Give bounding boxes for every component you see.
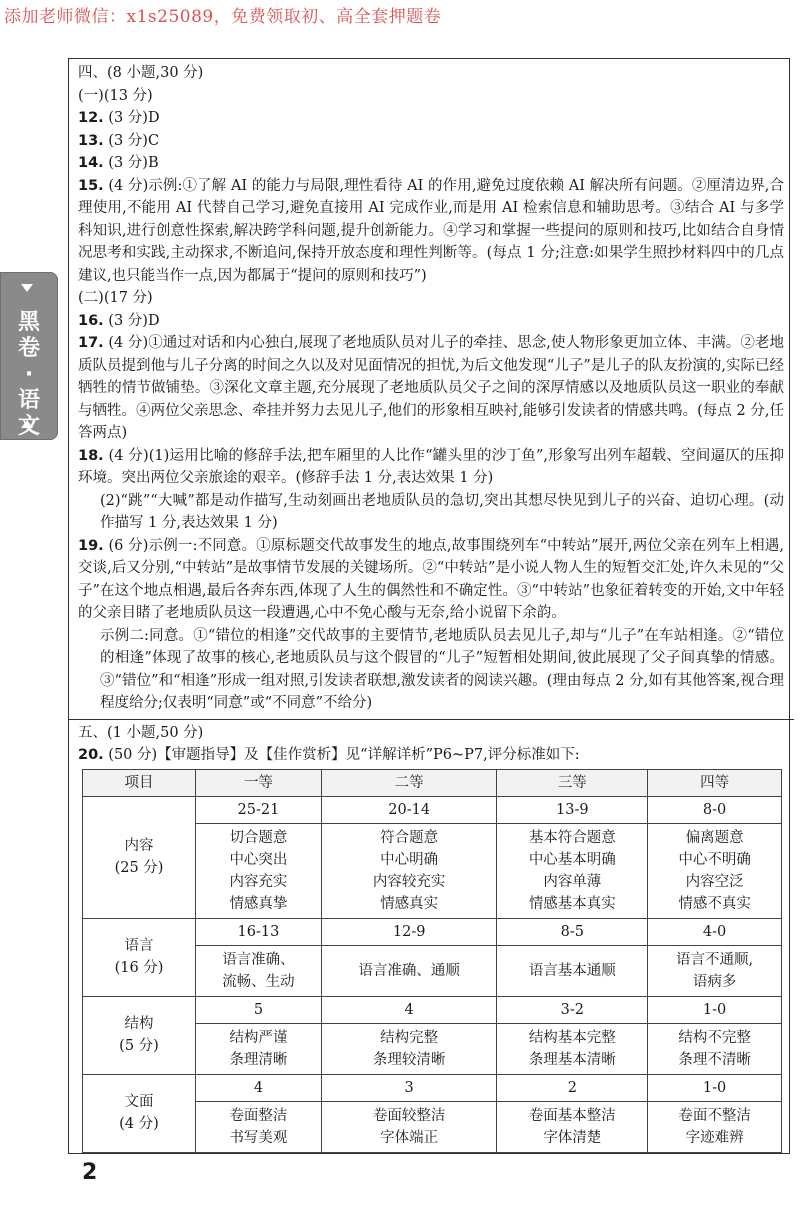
score-range-cell: 8-0	[648, 796, 782, 823]
criteria-line: 条理不清晰	[678, 1051, 751, 1068]
question-number: 18.	[78, 447, 104, 464]
table-header-row	[83, 769, 782, 796]
question-number: 12.	[78, 110, 104, 126]
answer-text: (6 分)示例一:不同意。①原标题交代故事发生的地点,故事围绕列车“中转站”展开,两位父亲在列车上相遇,交谈,后又分别,“中转站”是故事情节发展的关键场所。②“中转站”是小说人物人生的短暂交汇处,许久未见的“父子”在这个地点相遇,最后各奔东西,体现了人生的偶然性和不确定性。③“中转站”也象征着转变的开始,文中年轻的父亲目睹了老地质队员这一段遭遇,心中不免心酸与无奈,给小说留下余韵。	[78, 537, 784, 621]
question-18-part2: (2)“跳”“大喊”都是动作描写,生动刻画出老地质队员的急切,突出其想尽快见到儿子的兴奋、迫切心理。(动作描写 1 分,表达效果 1 分)	[100, 492, 784, 531]
question-13	[78, 130, 784, 153]
table-header-cell: 二等	[321, 769, 497, 796]
section-title: 五、(1 小题,50 分)	[78, 724, 204, 741]
score-range-cell: 3-2	[497, 996, 648, 1023]
criteria-line: 符合题意	[380, 829, 439, 846]
question-16	[78, 310, 784, 333]
criteria-line: 结构完整	[380, 1029, 439, 1046]
answer-text: (4 分)(1)运用比喻的修辞手法,把车厢里的人比作“罐头里的沙丁鱼”,形象写出列车超载、空间逼仄的压抑环境。突出两位父亲旅途的艰辛。(修辞手法 1 分,表达效果 1 分)	[78, 447, 784, 486]
side-tab-label: 黑卷·语文	[17, 310, 40, 439]
answer-text: (4 分)①通过对话和内心独白,展现了老地质队员对儿子的牵挂、思念,使人物形象更加立体、丰满。②老地质队员提到他与儿子分离的时间之久以及对见面情况的担忧,为后文他发现“儿子”是儿子的队友扮演的,实际已经牺牲的情节做铺垫。③深化文章主题,充分展现了老地质队员父子之间的深厚情感以及地质队员这一职业的奉献与牺牲。④两位父亲思念、牵挂并努力去见儿子,他们的形象相互映衬,能够引发读者的情感共鸣。(每点 2 分,任答两点)	[78, 335, 784, 441]
criteria-line: 中心基本明确	[528, 851, 616, 868]
criteria-line: 条理基本清晰	[528, 1051, 616, 1068]
question-15	[78, 175, 784, 288]
question-14	[78, 152, 784, 175]
score-range-cell: 16-13	[196, 918, 322, 945]
score-range-cell: 2	[497, 1074, 648, 1101]
criteria-line: 语言准确、通顺	[358, 962, 460, 979]
criteria-line: 语言基本通顺	[528, 962, 616, 979]
criteria-description-cell	[196, 945, 322, 996]
criterion-label: (16 分)	[114, 960, 164, 976]
score-range-cell: 1-0	[648, 1074, 782, 1101]
question-number: 16.	[78, 312, 104, 329]
question-number: 13.	[78, 132, 104, 149]
criteria-description-cell	[497, 823, 648, 918]
question-number: 15.	[78, 177, 104, 194]
score-range-cell: 5	[196, 996, 322, 1023]
criteria-description-cell	[196, 823, 322, 918]
criteria-line: 卷面不整洁	[678, 1107, 751, 1124]
criterion-label: (4 分)	[119, 1116, 159, 1132]
criteria-description-cell	[321, 945, 497, 996]
score-range-cell: 13-9	[497, 796, 648, 823]
criteria-line: 字体清楚	[543, 1129, 602, 1146]
criteria-line: 内容空泛	[685, 873, 744, 890]
table-header-cell: 三等	[497, 769, 648, 796]
criteria-description-cell	[497, 1023, 648, 1074]
watermark-text: 添加老师微信：x1s25089，免费领取初、高全套押题卷	[4, 7, 442, 27]
question-20	[78, 744, 784, 767]
table-header-cell: 一等	[196, 769, 322, 796]
score-range-cell: 8-5	[497, 918, 648, 945]
criteria-description-cell	[321, 823, 497, 918]
table-header-cell: 四等	[648, 769, 782, 796]
criteria-line: 字迹难辨	[685, 1129, 744, 1146]
criteria-line: 卷面整洁	[229, 1107, 288, 1124]
answer-text: (50 分)【审题指导】及【佳作赏析】见“详解详析”P6~P7,评分标准如下:	[103, 747, 580, 763]
criteria-line: 流畅、生动	[222, 973, 295, 990]
question-19	[78, 535, 784, 625]
score-range-cell: 3	[321, 1074, 497, 1101]
answer-text: (3 分)D	[103, 110, 160, 126]
criteria-line: 卷面较整洁	[372, 1107, 446, 1124]
question-12	[78, 107, 784, 130]
criteria-line: 中心明确	[380, 851, 439, 868]
criterion-cell	[83, 996, 196, 1074]
chevron-down-icon	[21, 284, 33, 292]
page-number: 2	[82, 1160, 98, 1185]
score-range-cell: 4-0	[648, 918, 782, 945]
criteria-line: 书写美观	[229, 1129, 288, 1146]
chevron-up-icon	[21, 420, 33, 428]
criteria-line: 中心突出	[229, 851, 288, 868]
criteria-description-cell	[196, 1101, 322, 1152]
question-17	[78, 332, 784, 445]
criteria-description-cell	[321, 1101, 497, 1152]
criteria-line: 内容单薄	[543, 873, 602, 890]
criteria-description-cell	[648, 1101, 782, 1152]
answer-text: (4 分)示例:①了解 AI 的能力与局限,理性看待 AI 的作用,避免过度依赖 AI 解决所有问题。②厘清边界,合理使用,不能用 AI 代替自己学习,避免直接用 AI 完成作业,而是用 AI 检索信息和辅助思考。③结合 AI 与多学科知识,进行创意性探索,解决跨学科问题,提升创新能力。④学习和掌握一些提问的原则和技巧,比如结合自身情况思考和实践,主动探求,不断追问,保持开放态度和理性判断等。(每点 1 分;注意:如果学生照抄材料四中的几点建议,也只能当作一点,因为都属于“提问的原则和技巧”)	[78, 177, 784, 284]
criteria-line: 中心不明确	[678, 851, 751, 868]
criterion-cell	[83, 918, 196, 996]
section-title: 四、(8 小题,30 分)	[78, 65, 204, 81]
criteria-line: 基本符合题意	[528, 829, 616, 846]
criteria-line: 内容充实	[229, 873, 288, 890]
criteria-line: 偏离题意	[685, 829, 744, 846]
part-title: (一)(13 分)	[78, 87, 153, 104]
scoring-table	[82, 769, 782, 1153]
answer-text: (3 分)C	[103, 132, 160, 149]
criteria-line: 卷面基本整洁	[528, 1107, 616, 1124]
criteria-line: 语言不通顺,	[676, 951, 754, 968]
criteria-line: 情感不真实	[678, 895, 751, 912]
criteria-description-cell	[497, 1101, 648, 1152]
criteria-line: 条理清晰	[229, 1051, 288, 1068]
criterion-cell	[83, 796, 196, 918]
criteria-line: 语病多	[692, 973, 737, 990]
criteria-description-cell	[648, 1023, 782, 1074]
question-number: 19.	[78, 537, 104, 554]
criteria-line: 字体端正	[380, 1129, 439, 1146]
criteria-line: 语言准确、	[222, 951, 295, 968]
criterion-label: 语言	[124, 938, 154, 954]
criteria-line: 条理较清晰	[372, 1051, 446, 1068]
criterion-label: (5 分)	[119, 1038, 159, 1054]
score-range-cell: 1-0	[648, 996, 782, 1023]
table-row	[83, 1074, 782, 1101]
question-number: 14.	[78, 155, 104, 171]
question-number: 20.	[78, 747, 104, 763]
criteria-description-cell	[648, 945, 782, 996]
section-divider	[68, 719, 794, 720]
answer-text: (3 分)B	[103, 155, 159, 171]
criterion-label: 结构	[124, 1016, 154, 1032]
score-range-cell: 25-21	[196, 796, 322, 823]
criteria-line: 结构基本完整	[528, 1029, 616, 1046]
score-range-cell: 20-14	[321, 796, 497, 823]
criteria-line: 情感真挚	[229, 895, 288, 912]
criterion-label: (25 分)	[114, 860, 164, 876]
criteria-description-cell	[497, 945, 648, 996]
table-row	[83, 996, 782, 1023]
criteria-line: 结构不完整	[678, 1029, 751, 1046]
criteria-description-cell	[321, 1023, 497, 1074]
criteria-line: 情感真实	[380, 895, 439, 912]
criteria-line: 情感基本真实	[528, 895, 616, 912]
score-range-cell: 4	[196, 1074, 322, 1101]
criteria-description-cell	[196, 1023, 322, 1074]
criteria-line: 内容较充实	[372, 873, 446, 890]
table-row	[83, 796, 782, 823]
table-row	[83, 918, 782, 945]
criterion-label: 文面	[124, 1094, 154, 1110]
criterion-label: 内容	[124, 838, 154, 854]
answer-text: (3 分)D	[103, 312, 160, 329]
criterion-cell	[83, 1074, 196, 1152]
question-19-example2: 示例二:同意。①“错位的相逢”交代故事的主要情节,老地质队员去见儿子,却与“儿子”在车站相逢。②“错位的相逢”体现了故事的核心,老地质队员与这个假冒的“儿子”短暂相处期间,彼此展现了父子间真挚的情感。③“错位”和“相逢”形成一组对照,引发读者联想,激发读者的阅读兴趣。(理由每点 2 分,如有其他答案,视合理程度给分;仅表明“同意”或“不同意”不给分)	[100, 627, 784, 711]
score-range-cell: 12-9	[321, 918, 497, 945]
criteria-line: 结构严谨	[229, 1029, 288, 1046]
question-number: 17.	[78, 335, 104, 351]
table-header-cell: 项目	[83, 769, 196, 796]
subject-side-tab	[0, 272, 58, 440]
answer-content	[78, 62, 784, 1153]
criteria-description-cell	[648, 823, 782, 918]
question-18	[78, 445, 784, 490]
part-title: (二)(17 分)	[78, 290, 153, 306]
score-range-cell: 4	[321, 996, 497, 1023]
criteria-line: 切合题意	[229, 829, 288, 846]
